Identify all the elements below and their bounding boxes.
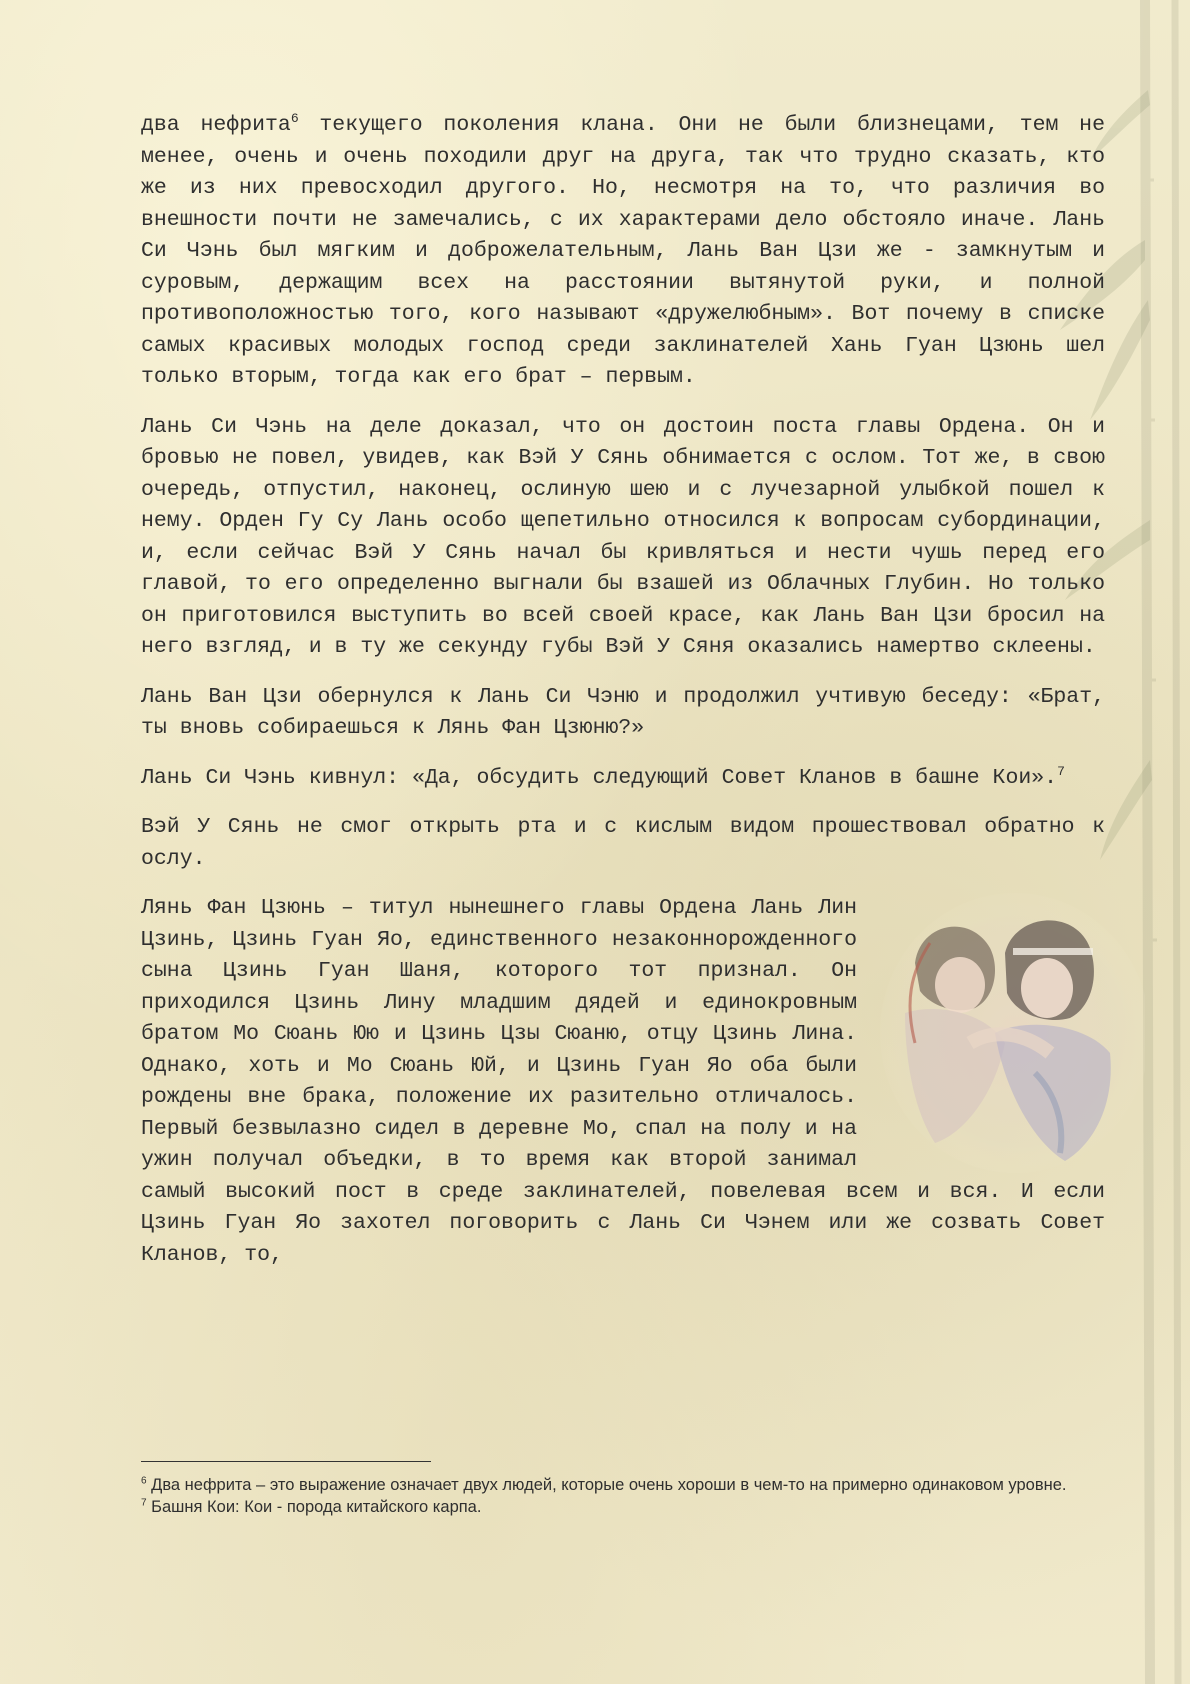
footnote-ref-6[interactable]: 6	[290, 110, 299, 126]
paragraph-2: Лань Си Чэнь на деле доказал, что он достоин поста главы Ордена. Он и бровью не повел, увидев, как Вэй У Сянь обнимается с ослом. Тот же, в свою очередь, отпустил, наконец, ослиную шею и с лучезарной улыбкой пошел к нему. Орден Гу Су Лань особо щепетильно относился к вопросам субординации, и, если сейчас Вэй У Сянь начал бы кривляться и нести чушь перед его главой, то его определенно выгнали бы взашей из Облачных Глубин. Но только он приготовился выступить во всей своей красе, как Лань Ван Цзи бросил на него взгляд, и в ту же секунду губы Вэй У Сяня оказались намертво склеены.	[141, 414, 1105, 659]
paragraph-5: Вэй У Сянь не смог открыть рта и с кислым видом прошествовал обратно к ослу.	[141, 815, 1105, 871]
paragraph-1: два нефрита$^6$ текущего поколения клана. Они не были близнецами, тем не менее, очень и очень походили друг на друга, так что трудно сказать, кто же из них превосходил другого. Но, несмотря на то, что различия во внешности почти не замечались, с их характерами дело обстояло иначе. Лань Си Чэнь был мягким и доброжелательным, Лань Ван Цзи же - замкнутым и суровым, держащим всех на расстоянии вытянутой руки, и полной противоположностью того, кого называют «дружелюбным». Вот почему в списке самых красивых молодых господ среди заклинателей Хань Гуан Цзюнь шел только вторым, тогда как его брат – первым.	[141, 110, 1105, 389]
footnote-ref-7[interactable]: 7	[1057, 763, 1065, 779]
paragraph-4: Лань Си Чэнь кивнул: «Да, обсудить следующий Совет Кланов в башне Кои».$^7$	[141, 763, 1065, 790]
document-body	[141, 110, 1105, 1289]
footnotes	[141, 1474, 1111, 1518]
footnote-7: $^7$ Башня Кои: Кои - порода китайского карпа.	[141, 1497, 482, 1516]
paragraph-6: Лянь Фан Цзюнь – титул нынешнего главы Ордена Лань Лин Цзинь, Цзинь Гуан Яо, единственного незаконнорожденного сына Цзинь Гуан Шаня, которого тот признал. Он приходился Цзинь Лину младшим дядей и единокровным братом Мо Сюань Юю и Цзинь Цзы Сюаню, отцу Цзинь Лина. Однако, хоть и Мо Сюань Юй, и Цзинь Гуан Яо оба были рождены вне брака, положение их разительно отличалось. Первый безвылазно сидел в деревне Мо, спал на полу и на ужин получал объедки, в то время как второй занимал самый высокий пост в среде заклинателей, повелевая всем и вся. И если Цзинь Гуан Яо захотел поговорить с Лань Си Чэнем или же созвать Совет Кланов, то,	[141, 893, 1105, 1271]
footnote-separator	[141, 1461, 431, 1462]
paragraph-3: Лань Ван Цзи обернулся к Лань Си Чэню и продолжил учтивую беседу: «Брат, ты вновь собираешься к Лянь Фан Цзюню?»	[141, 684, 1105, 740]
illustration-image	[875, 893, 1145, 1173]
footnote-6: $^6$ Два нефрита – это выражение означает двух людей, которые очень хороши в чем-то на примерно одинаковом уровне.	[141, 1475, 1067, 1494]
